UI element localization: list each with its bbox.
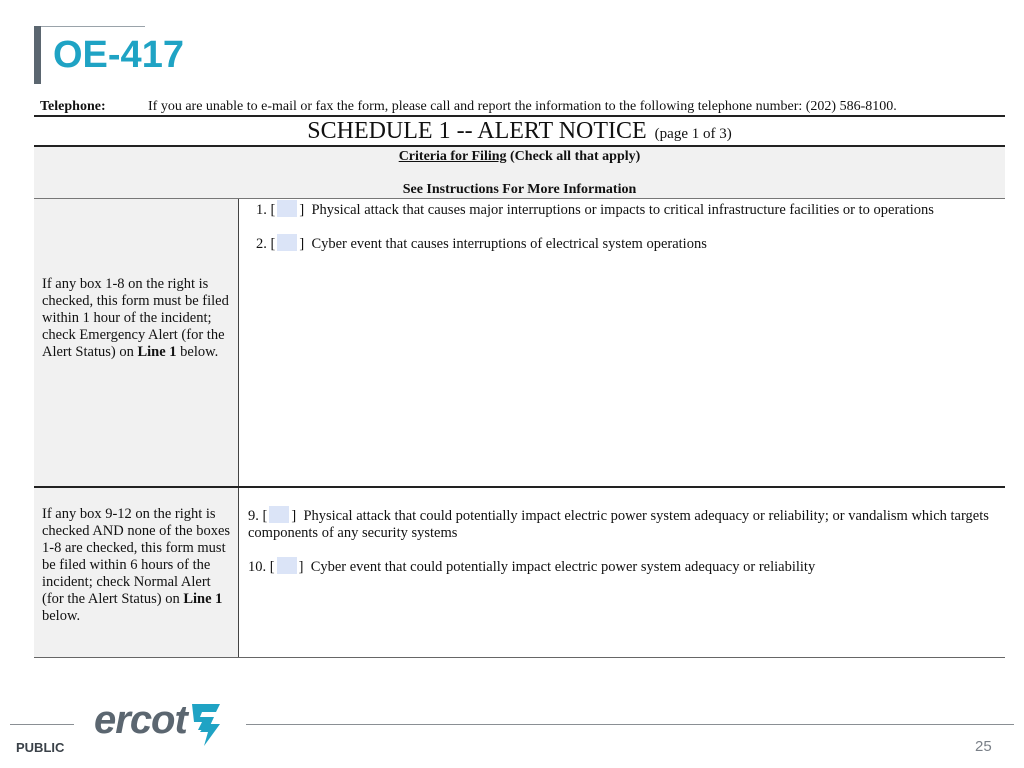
item-bracket: ] [298,559,304,575]
criteria-title: Criteria for Filing [398,149,507,164]
title-accent-bar [34,26,41,84]
criteria-line [34,149,1005,165]
page-number: 25 [975,738,992,755]
section2-instructions [42,506,232,625]
item-number: 1. [ [256,202,276,218]
schedule-title: SCHEDULE 1 -- ALERT NOTICE [307,118,647,144]
divider [34,657,1005,658]
item-number: 9. [ [248,508,268,524]
item-bracket: ] [299,236,305,252]
section1-text-end: below. [176,344,219,360]
section1-instructions [42,276,232,361]
item-text: Cyber event that causes interruptions of electrical system operations [311,236,707,252]
oe417-form-image [34,98,1005,658]
schedule-page: (page 1 of 3) [654,126,732,142]
checkbox-9[interactable] [269,506,289,523]
section2-text-end: below. [42,608,81,624]
footer-rule-right [246,724,1014,725]
telephone-text: If you are unable to e-mail or fax the form, please call and report the information to the following telephone number: (202) 586-8100. [148,99,897,114]
ercot-logo-mark-icon [186,700,226,748]
item-number: 2. [ [256,236,276,252]
criteria-item-1 [256,200,934,219]
item-text: Physical attack that could potentially impact electric power system adequacy or reliability; or vandalism which targets components of any security systems [248,508,989,541]
criteria-item-2 [256,234,707,253]
see-instructions: See Instructions For More Information [402,182,637,197]
schedule-heading [34,117,1005,145]
item-bracket: ] [291,508,297,524]
ercot-logo: ercot [94,698,187,742]
section1-text: If any box 1-8 on the right is checked, this form must be filed within 1 hour of the incident; check Emergency Alert (for the Alert Status) on [42,276,229,360]
section2-text: If any box 9-12 on the right is checked AND none of the boxes 1-8 are checked, this form must be filed within 6 hours of the incident; check Normal Alert (for the Alert Status) on [42,506,231,607]
item-text: Physical attack that causes major interruptions or impacts to critical infrastructure facilities or to operations [311,202,934,218]
section1-line-ref: Line 1 [137,344,177,360]
criteria-note: (Check all that apply) [510,149,641,164]
column-divider [238,488,239,658]
telephone-row [34,98,1005,115]
title-rule [41,26,145,27]
checkbox-1[interactable] [277,200,297,217]
item-text: Cyber event that could potentially impact electric power system adequacy or reliability [310,559,816,575]
criteria-header [34,147,1005,198]
slide-title: OE-417 [53,34,184,76]
criteria-item-9 [248,506,1000,542]
telephone-label: Telephone: [40,99,106,114]
criteria-item-10 [248,557,815,576]
item-bracket: ] [299,202,305,218]
footer-rule-left [10,724,74,725]
item-number: 10. [ [248,559,275,575]
checkbox-2[interactable] [277,234,297,251]
section2-line-ref: Line 1 [183,591,223,607]
classification-label: PUBLIC [16,740,65,755]
checkbox-10[interactable] [277,557,297,574]
